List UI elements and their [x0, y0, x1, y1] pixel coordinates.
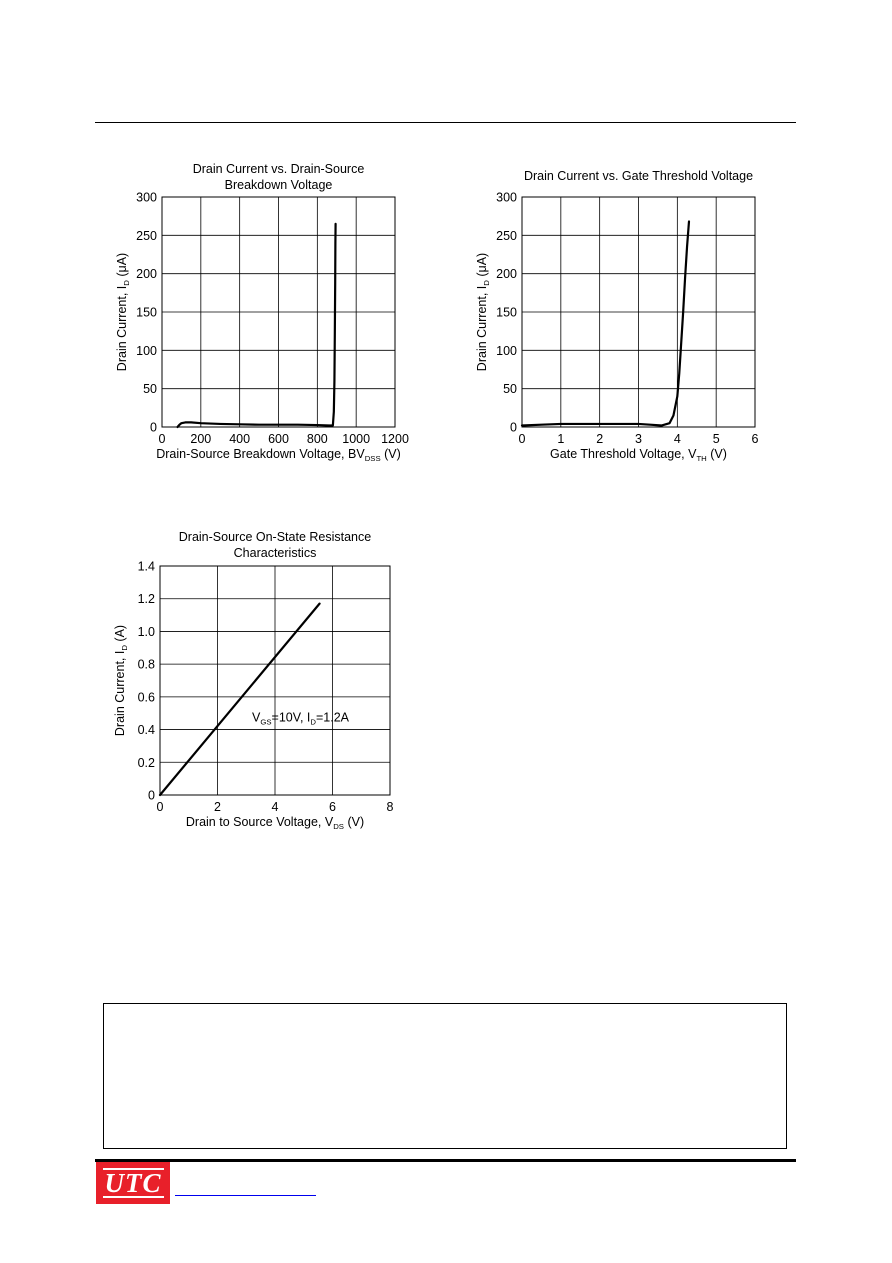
x-tick-label: 600	[268, 432, 289, 446]
y-tick-label: 300	[496, 190, 517, 205]
y-tick-label: 0	[148, 788, 155, 803]
chart-title-line: Drain-Source On-State Resistance	[178, 530, 372, 544]
header-rule	[95, 122, 796, 123]
y-tick-label: 0.2	[137, 755, 155, 770]
y-tick-label: 50	[503, 382, 517, 397]
y-tick-label: 0	[510, 420, 517, 435]
x-tick-label: 0	[158, 432, 166, 446]
x-tick-label: 6	[329, 800, 336, 814]
series-line	[178, 224, 336, 427]
series-line	[522, 222, 689, 426]
x-tick-label: 1000	[342, 432, 371, 446]
y-tick-label: 150	[496, 305, 517, 320]
x-tick-label: 1	[557, 432, 565, 446]
x-tick-label: 5	[712, 432, 720, 446]
notice-box	[103, 1003, 787, 1149]
x-tick-label: 0	[156, 800, 164, 814]
x-tick-label: 400	[229, 432, 251, 446]
x-tick-label: 2	[214, 800, 221, 814]
chart-title-line: Drain Current vs. Drain-Source	[192, 162, 365, 176]
chart-title-line: Drain Current vs. Gate Threshold Voltage	[523, 169, 754, 183]
y-tick-label: 0.8	[137, 657, 155, 672]
series-line	[160, 604, 320, 795]
y-tick-label: 100	[496, 343, 517, 358]
x-tick-label: 8	[386, 800, 394, 814]
y-axis-label: Drain Current, ID (μA)	[475, 252, 491, 372]
x-tick-label: 3	[635, 432, 642, 446]
y-tick-label: 100	[136, 343, 157, 358]
y-tick-label: 250	[136, 228, 157, 243]
footer-rule	[95, 1159, 796, 1162]
x-tick-label: 1200	[381, 432, 409, 446]
x-axis-label: Drain-Source Breakdown Voltage, BVDSS (V)	[156, 447, 401, 463]
y-axis-label: Drain Current, ID (A)	[113, 624, 129, 737]
x-tick-label: 2	[596, 432, 604, 446]
chart-title-line: Characteristics	[233, 546, 317, 560]
x-tick-label: 0	[518, 432, 526, 446]
y-axis-label: Drain Current, ID (μA)	[115, 252, 131, 372]
y-tick-label: 0.6	[137, 690, 155, 705]
y-tick-label: 300	[136, 190, 157, 205]
x-tick-label: 800	[306, 432, 328, 446]
y-tick-label: 150	[136, 305, 157, 320]
x-tick-label: 6	[751, 432, 759, 446]
footer-link[interactable]	[175, 1195, 316, 1196]
y-tick-label: 200	[136, 267, 157, 282]
annotation-label: VGS=10V, ID=1.2A	[252, 710, 349, 727]
y-tick-label: 1.2	[137, 592, 155, 607]
x-axis-label: Gate Threshold Voltage, VTH (V)	[550, 447, 727, 463]
y-tick-label: 1.4	[137, 559, 155, 574]
y-tick-label: 0.4	[137, 723, 155, 738]
y-tick-label: 50	[143, 382, 157, 397]
chart-threshold	[468, 155, 778, 470]
utc-logo	[96, 1162, 170, 1204]
x-tick-label: 200	[190, 432, 212, 446]
chart-onstate	[100, 520, 410, 845]
x-tick-label: 4	[673, 432, 681, 446]
chart-breakdown	[100, 155, 430, 470]
x-tick-label: 4	[271, 800, 279, 814]
y-tick-label: 250	[496, 228, 517, 243]
y-tick-label: 200	[496, 267, 517, 282]
x-axis-label: Drain to Source Voltage, VDS (V)	[185, 815, 365, 831]
y-tick-label: 0	[150, 420, 157, 435]
chart-title-line: Breakdown Voltage	[224, 178, 333, 192]
utc-logo-text: UTC	[104, 1168, 162, 1198]
y-tick-label: 1.0	[137, 624, 155, 639]
